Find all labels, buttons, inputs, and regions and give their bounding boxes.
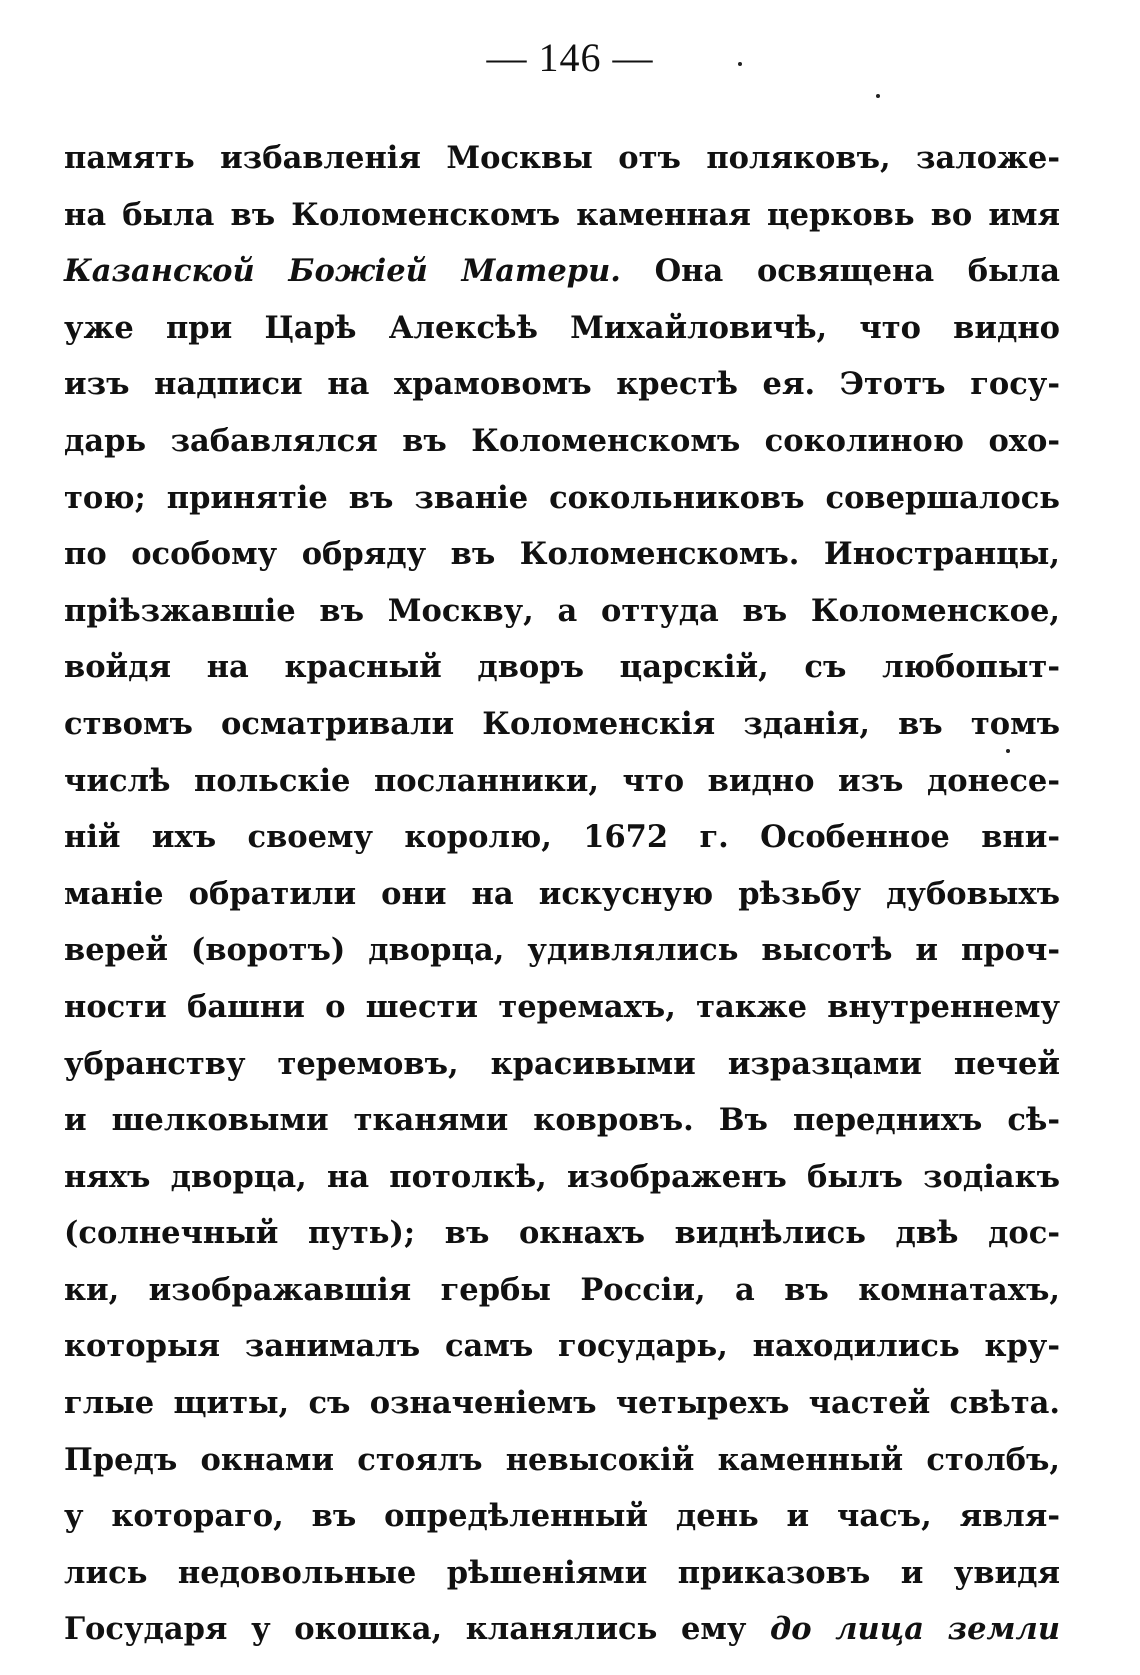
text-run: войдя на красный дворъ царскій, съ любопыт- <box>64 649 1060 686</box>
italic-text: до лица земли <box>770 1611 1060 1648</box>
text-run: ности башни о шести теремахъ, также внутреннему <box>64 988 1060 1025</box>
text-run: ки, изображавшія гербы Россіи, а въ комнатахъ, <box>64 1271 1060 1308</box>
text-line <box>64 1545 1060 1602</box>
text-run: Предъ окнами стоялъ невысокій каменный столбъ, <box>64 1441 1060 1478</box>
print-speck <box>738 62 742 66</box>
text-run: лись недовольные рѣшеніями приказовъ и увидя <box>64 1554 1060 1591</box>
text-run: ній ихъ своему королю, 1672 г. Особенное вни- <box>64 819 1060 856</box>
text-run: тою; принятіе въ званіе сокольниковъ совершалось <box>64 479 1060 516</box>
text-line <box>64 526 1060 583</box>
text-line <box>64 356 1060 413</box>
text-line <box>64 243 1060 300</box>
text-run: по особому обряду въ Коломенскомъ. Иностранцы, <box>64 536 1060 573</box>
text-line <box>64 1036 1060 1093</box>
text-run: маніе обратили они на искусную рѣзьбу дубовыхъ <box>64 875 1060 912</box>
text-line <box>64 753 1060 810</box>
text-run: глые щиты, съ означеніемъ четырехъ частей свѣта. <box>64 1385 1060 1422</box>
text-run: Она освящена была <box>620 253 1060 290</box>
text-line <box>64 1149 1060 1206</box>
text-line <box>64 1375 1060 1432</box>
text-run: убранству теремовъ, красивыми изразцами печей <box>64 1045 1060 1082</box>
text-line <box>64 639 1060 696</box>
body-text <box>64 130 1060 1658</box>
text-run: ствомъ осматривали Коломенскія зданія, въ томъ <box>64 705 1060 742</box>
text-run: изъ надписи на храмовомъ крестѣ ея. Этотъ госу- <box>64 366 1060 403</box>
text-run: и шелковыми тканями ковровъ. Въ переднихъ сѣ- <box>64 1102 1060 1139</box>
text-line <box>64 922 1060 979</box>
text-run: няхъ дворца, на потолкѣ, изображенъ былъ зодіакъ <box>64 1158 1060 1195</box>
text-line <box>64 413 1060 470</box>
text-run: которыя занималъ самъ государь, находились кру- <box>64 1328 1060 1365</box>
text-run: пріѣзжавшіе въ Москву, а оттуда въ Коломенское, <box>64 592 1060 629</box>
text-line <box>64 187 1060 244</box>
text-line <box>64 1262 1060 1319</box>
text-line <box>64 1205 1060 1262</box>
text-run: (солнечный путь); въ окнахъ виднѣлись двѣ дос- <box>64 1215 1060 1252</box>
text-run: память избавленія Москвы отъ поляковъ, заложе- <box>64 140 1060 176</box>
page-number: — 146 — <box>486 35 654 80</box>
text-run: дарь забавлялся въ Коломенскомъ соколиною охо- <box>64 422 1060 459</box>
text-line <box>64 1432 1060 1489</box>
italic-text: Казанской Божіей Матери. <box>64 253 621 290</box>
text-line <box>64 1488 1060 1545</box>
text-run: числѣ польскіе посланники, что видно изъ донесе- <box>64 762 1060 799</box>
text-line <box>64 866 1060 923</box>
text-run: на была въ Коломенскомъ каменная церковь во имя <box>64 196 1060 233</box>
text-run: уже при Царѣ Алексѣѣ Михайловичѣ, что видно <box>64 309 1060 346</box>
print-speck <box>876 94 880 98</box>
text-line <box>64 1601 1060 1658</box>
text-run: Государя у окошка, кланялись ему <box>64 1611 771 1648</box>
text-line <box>64 470 1060 527</box>
text-run: верей (воротъ) дворца, удивлялись высотѣ и проч- <box>64 932 1060 969</box>
text-line <box>64 300 1060 357</box>
text-line <box>64 1318 1060 1375</box>
text-line <box>64 809 1060 866</box>
text-line <box>64 979 1060 1036</box>
text-line <box>64 583 1060 640</box>
text-run: у котораго, въ опредѣленный день и часъ, явля- <box>64 1498 1060 1535</box>
text-line <box>64 130 1060 187</box>
text-line <box>64 696 1060 753</box>
text-line <box>64 1092 1060 1149</box>
